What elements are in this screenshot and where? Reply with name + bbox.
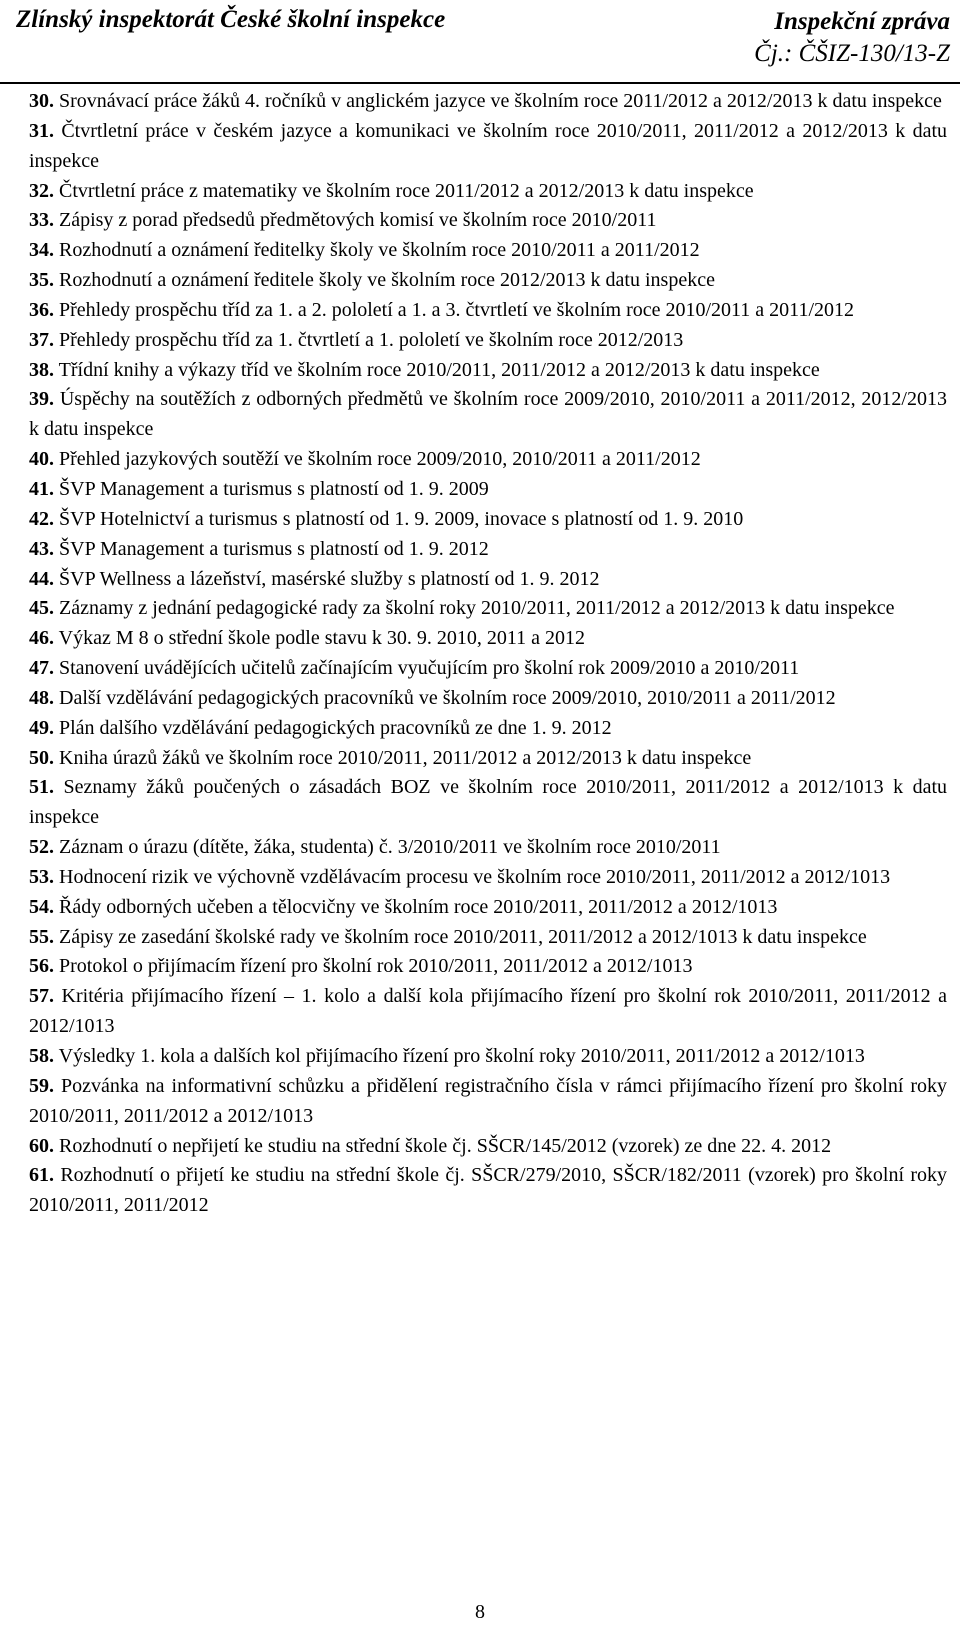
- list-item: [29, 923, 947, 953]
- list-item: [29, 773, 947, 833]
- list-item-text: Čtvrtletní práce z matematiky ve školním roce 2011/2012 a 2012/2013 k datu inspekce: [59, 179, 754, 202]
- list-item-text: Kniha úrazů žáků ve školním roce 2010/2011, 2011/2012 a 2012/2013 k datu inspekce: [59, 746, 752, 769]
- list-item-text: Rozhodnutí a oznámení ředitelky školy ve školním roce 2010/2011 a 2011/2012: [59, 239, 700, 262]
- list-item-text: Úspěchy na soutěžích z odborných předmětů ve školním roce 2009/2010, 2010/2011 a 2011/2012, 2012/2013 k datu inspekce: [29, 388, 947, 441]
- list-item-text: ŠVP Wellness a lázeňství, masérské služby s platností od 1. 9. 2012: [59, 567, 600, 590]
- list-item-text: ŠVP Hotelnictví a turismus s platností od 1. 9. 2009, inovace s platností od 1. 9. 2010: [59, 507, 744, 530]
- list-item: [29, 385, 947, 445]
- list-item-text: Protokol o přijímacím řízení pro školní rok 2010/2011, 2011/2012 a 2012/1013: [59, 955, 693, 978]
- list-item-text: Řády odborných učeben a tělocvičny ve školním roce 2010/2011, 2011/2012 a 2012/1013: [59, 895, 778, 918]
- list-item: [29, 565, 947, 595]
- list-item: [29, 982, 947, 1042]
- list-item: [29, 744, 947, 774]
- header-report-title: Inspekční zpráva: [774, 8, 950, 35]
- list-item-number: 36.: [29, 298, 54, 321]
- list-item: [29, 326, 947, 356]
- list-item: [29, 296, 947, 326]
- list-item-text: ŠVP Management a turismus s platností od 1. 9. 2012: [59, 537, 489, 560]
- list-item: [29, 624, 947, 654]
- list-item-number: 46.: [29, 627, 54, 650]
- list-item-number: 50.: [29, 746, 54, 769]
- list-item-text: Záznamy z jednání pedagogické rady za školní roky 2010/2011, 2011/2012 a 2012/2013 k datu inspekce: [59, 597, 895, 620]
- list-item: [29, 445, 947, 475]
- list-item-text: Další vzdělávání pedagogických pracovníků ve školním roce 2009/2010, 2010/2011 a 2011/2012: [59, 686, 836, 709]
- list-item: [29, 1042, 947, 1072]
- list-item-text: Kritéria přijímacího řízení – 1. kolo a další kola přijímacího řízení pro školní rok 2010/2011, 2011/2012 a 2012/1013: [29, 985, 948, 1038]
- list-item-number: 38.: [29, 358, 54, 381]
- list-item: [29, 236, 947, 266]
- list-item-text: Výsledky 1. kola a dalších kol přijímacího řízení pro školní roky 2010/2011, 2011/2012 a 2012/1013: [58, 1045, 865, 1067]
- list-item-number: 45.: [29, 597, 54, 620]
- list-item: [29, 1072, 947, 1132]
- list-item: [29, 87, 947, 117]
- list-item: [29, 266, 947, 296]
- header-reference-number: Čj.: ČŠIZ-130/13-Z: [754, 40, 950, 67]
- list-item: [29, 117, 947, 177]
- list-item-text: Stanovení uvádějících učitelů začínajícím vyučujícím pro školní rok 2009/2010 a 2010/2011: [59, 657, 800, 680]
- list-item-number: 47.: [29, 657, 54, 680]
- list-item-number: 61.: [29, 1164, 54, 1187]
- page-header: [0, 0, 960, 84]
- list-item-number: 56.: [29, 955, 54, 978]
- list-item-number: 43.: [29, 537, 54, 560]
- list-item-text: Plán dalšího vzdělávání pedagogických pracovníků ze dne 1. 9. 2012: [59, 716, 612, 739]
- list-item-number: 31.: [29, 119, 54, 142]
- list-item-number: 30.: [29, 90, 54, 112]
- header-inspectorate: Zlínský inspektorát České školní inspekce: [16, 6, 446, 33]
- list-item-text: ŠVP Management a turismus s platností od 1. 9. 2009: [59, 477, 489, 500]
- list-item: [29, 206, 947, 236]
- list-item: [29, 505, 947, 535]
- list-item-number: 58.: [29, 1045, 54, 1067]
- list-item: [29, 833, 947, 863]
- list-item-text: Pozvánka na informativní schůzku a přidělení registračního čísla v rámci přijímacího řízení pro školní roky 2010/2011, 2011/2012 a 2012/1013: [29, 1074, 948, 1127]
- list-item-number: 53.: [29, 865, 54, 888]
- list-item-number: 33.: [29, 209, 54, 232]
- list-item-text: Seznamy žáků poučených o zásadách BOZ ve školním roce 2010/2011, 2011/2012 a 2012/1013 k datu inspekce: [29, 776, 948, 829]
- list-item: [29, 684, 947, 714]
- list-item: [29, 863, 947, 893]
- list-item-text: Přehled jazykových soutěží ve školním roce 2009/2010, 2010/2011 a 2011/2012: [59, 448, 701, 471]
- list-item-text: Rozhodnutí a oznámení ředitele školy ve školním roce 2012/2013 k datu inspekce: [59, 269, 715, 292]
- page-number: 8: [475, 1601, 485, 1623]
- list-item: [29, 594, 947, 624]
- list-item-number: 59.: [29, 1074, 54, 1097]
- list-item-text: Zápisy ze zasedání školské rady ve školním roce 2010/2011, 2011/2012 a 2012/1013 k datu inspekce: [59, 925, 867, 948]
- list-item-number: 57.: [29, 985, 54, 1008]
- list-item-text: Výkaz M 8 o střední škole podle stavu k 30. 9. 2010, 2011 a 2012: [58, 627, 586, 650]
- list-item-number: 55.: [29, 925, 54, 948]
- document-list: [29, 87, 947, 1221]
- list-item: [29, 654, 947, 684]
- list-item-text: Přehledy prospěchu tříd za 1. čtvrtletí a 1. pololetí ve školním roce 2012/2013: [59, 328, 684, 351]
- list-item: [29, 714, 947, 744]
- list-item-text: Přehledy prospěchu tříd za 1. a 2. pololetí a 1. a 3. čtvrtletí ve školním roce 2010/2011 a 2011/2012: [59, 298, 854, 321]
- list-item-text: Čtvrtletní práce v českém jazyce a komunikaci ve školním roce 2010/2011, 2011/2012 a 2012/2013 k datu inspekce: [29, 119, 947, 172]
- list-item-text: Rozhodnutí o nepřijetí ke studiu na střední škole čj. SŠCR/145/2012 (vzorek) ze dne 22. 4. 2012: [59, 1134, 832, 1157]
- list-item: [29, 893, 947, 923]
- list-item: [29, 1161, 947, 1221]
- list-item-text: Zápisy z porad předsedů předmětových komisí ve školním roce 2010/2011: [59, 209, 657, 232]
- list-item-number: 37.: [29, 328, 54, 351]
- list-item: [29, 1132, 947, 1162]
- list-item: [29, 177, 947, 207]
- list-item-text: Rozhodnutí o přijetí ke studiu na střední škole čj. SŠCR/279/2010, SŠCR/182/2011 (vzorek) pro školní roky 2010/2011, 2011/2012: [29, 1164, 947, 1217]
- list-item-text: Srovnávací práce žáků 4. ročníků v anglickém jazyce ve školním roce 2011/2012 a 2012/2013 k datu inspekce: [59, 90, 942, 112]
- list-item-number: 49.: [29, 716, 54, 739]
- list-item-number: 40.: [29, 448, 54, 471]
- list-item: [29, 952, 947, 982]
- list-item: [29, 535, 947, 565]
- list-item-number: 35.: [29, 269, 54, 292]
- list-item-number: 39.: [29, 388, 54, 411]
- list-item-text: Hodnocení rizik ve výchovně vzdělávacím procesu ve školním roce 2010/2011, 2011/2012 a 2012/1013: [59, 865, 891, 888]
- list-item-number: 52.: [29, 836, 54, 859]
- list-item: [29, 356, 947, 386]
- header-report-info: [754, 6, 950, 70]
- list-item-number: 42.: [29, 507, 54, 530]
- list-item-number: 32.: [29, 179, 54, 202]
- list-item-number: 48.: [29, 686, 54, 709]
- list-item-number: 41.: [29, 477, 54, 500]
- list-item-number: 54.: [29, 895, 54, 918]
- list-item: [29, 475, 947, 505]
- list-item-number: 44.: [29, 567, 54, 590]
- list-item-text: Záznam o úrazu (dítěte, žáka, studenta) č. 3/2010/2011 ve školním roce 2010/2011: [59, 836, 721, 859]
- list-item-number: 34.: [29, 239, 54, 262]
- list-item-text: Třídní knihy a výkazy tříd ve školním roce 2010/2011, 2011/2012 a 2012/2013 k datu inspekce: [58, 358, 820, 381]
- list-item-number: 51.: [29, 776, 54, 799]
- list-item-number: 60.: [29, 1134, 54, 1157]
